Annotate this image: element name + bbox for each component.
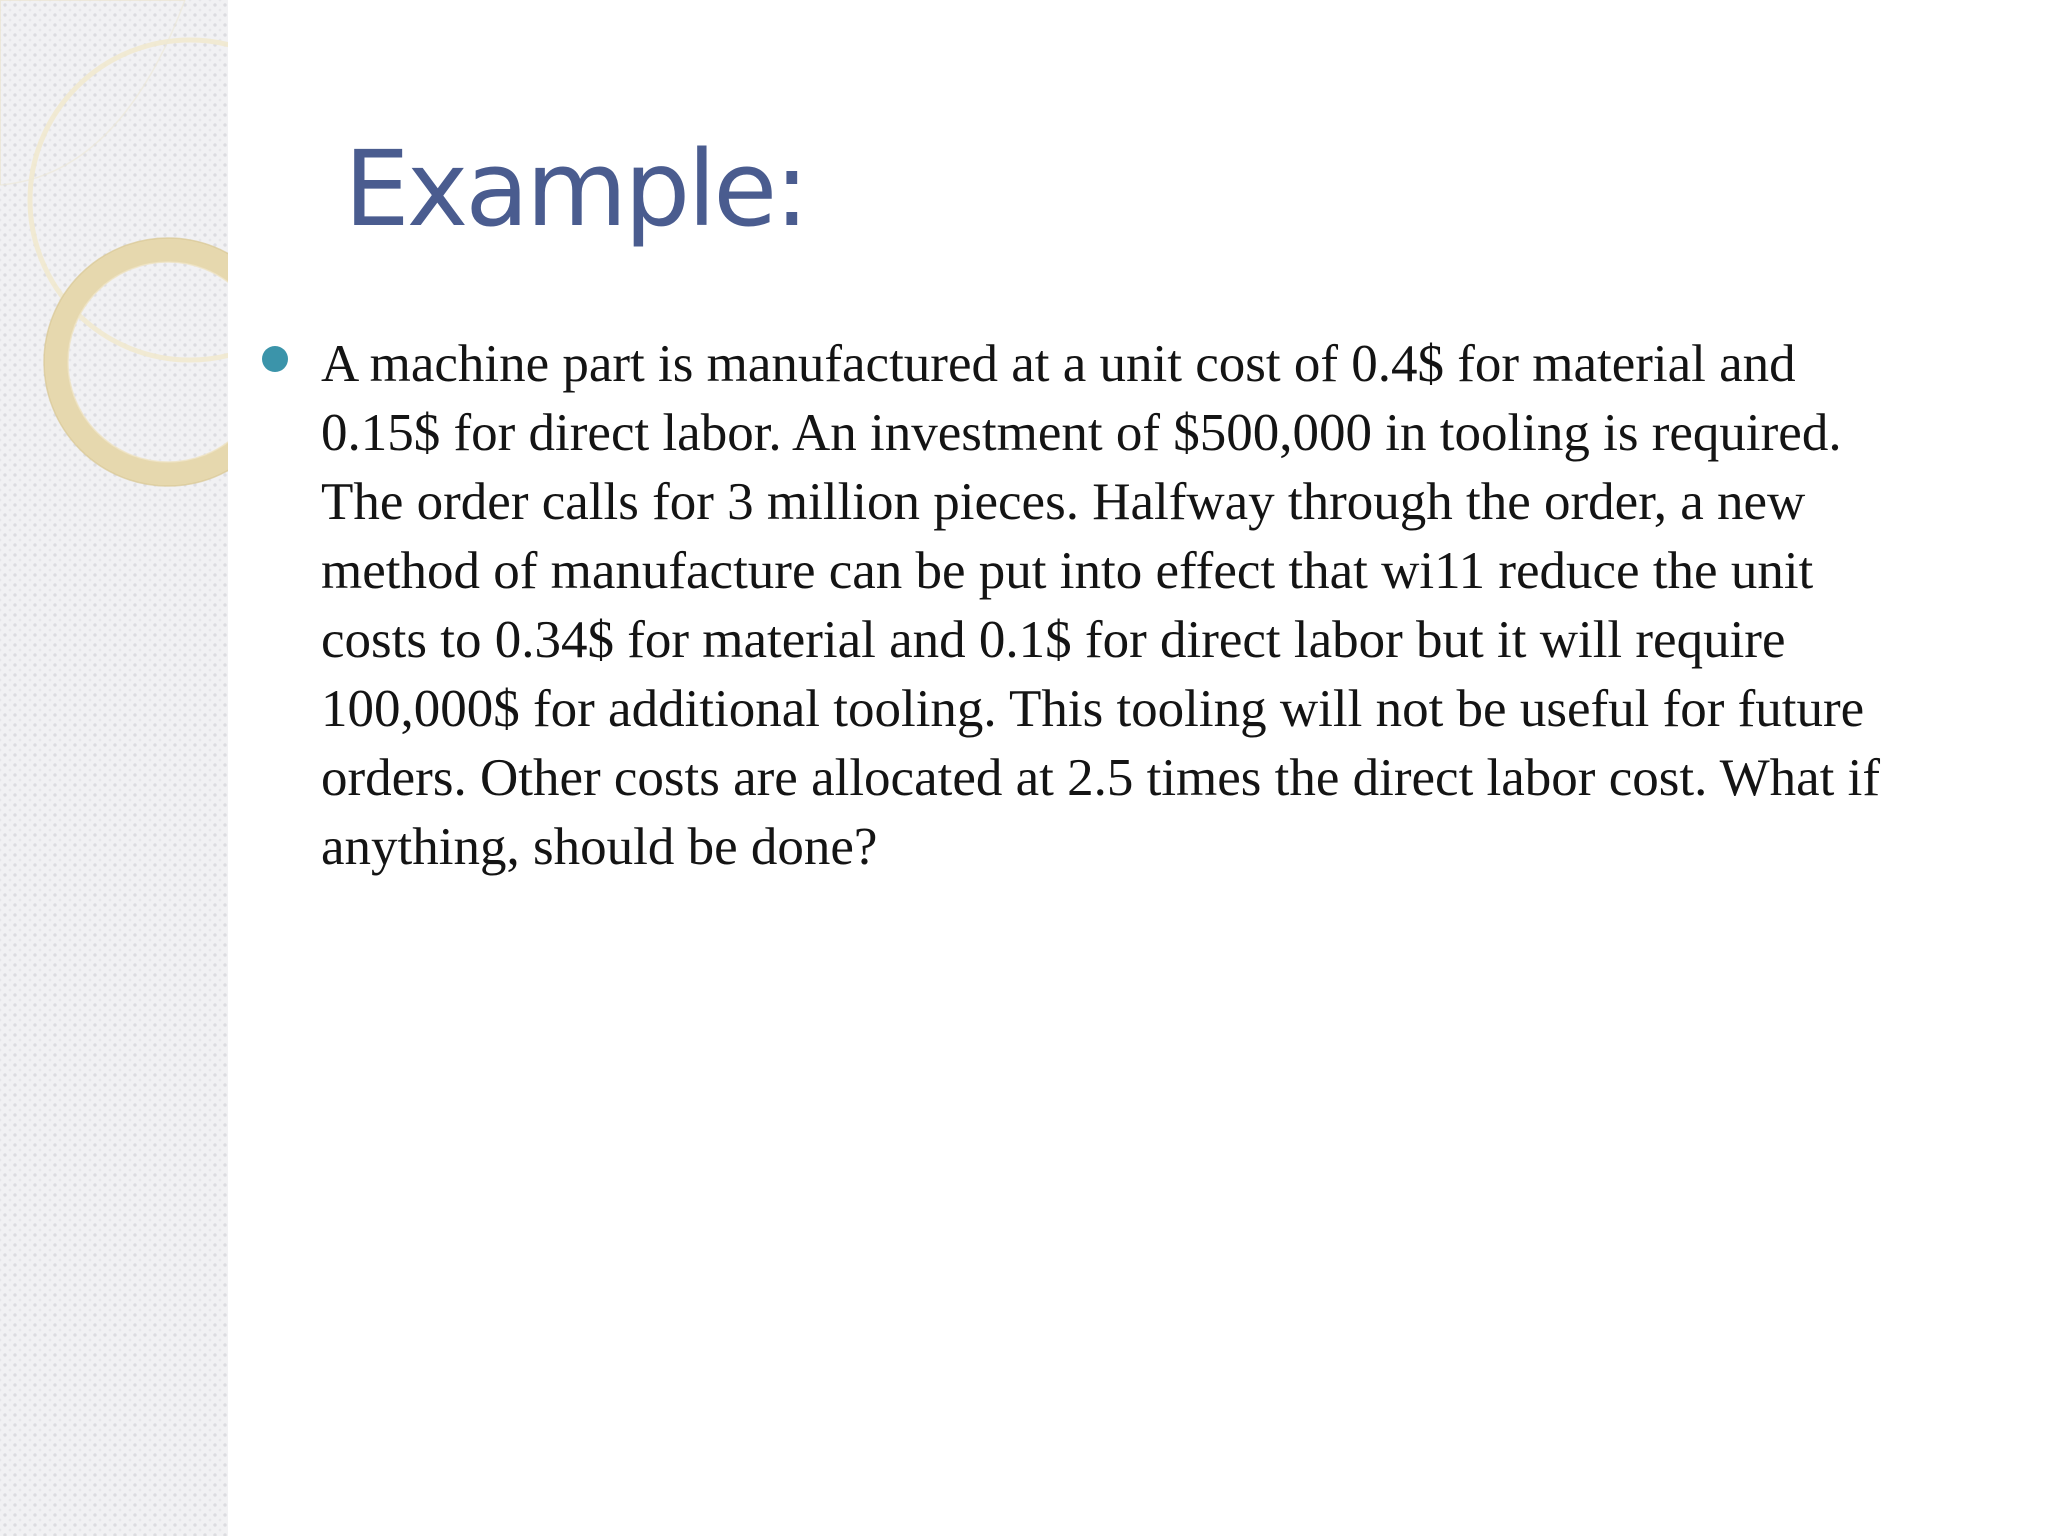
bullet-list (258, 330, 1898, 882)
slide-title: Example: (344, 128, 807, 250)
decorative-rings (0, 0, 228, 520)
problem-statement-text: A machine part is manufactured at a unit cost of 0.4$ for material and 0.15$ for direct labor. An investment of $500,000 in tooling is required. The order calls for 3 million pieces. Halfway through the order, a new method of manufacture can be put into effect that wi11 reduce the unit costs to 0.34$ for material and 0.1$ for direct labor but it will require 100,000$ for additional tooling. This tooling will not be useful for future orders. Other costs are allocated at 2.5 times the direct labor cost. What if anything, should be done? (321, 335, 1881, 876)
list-item (258, 330, 1898, 882)
bullet-dot-icon (262, 346, 288, 372)
ring-ornament-icon (0, 0, 228, 520)
